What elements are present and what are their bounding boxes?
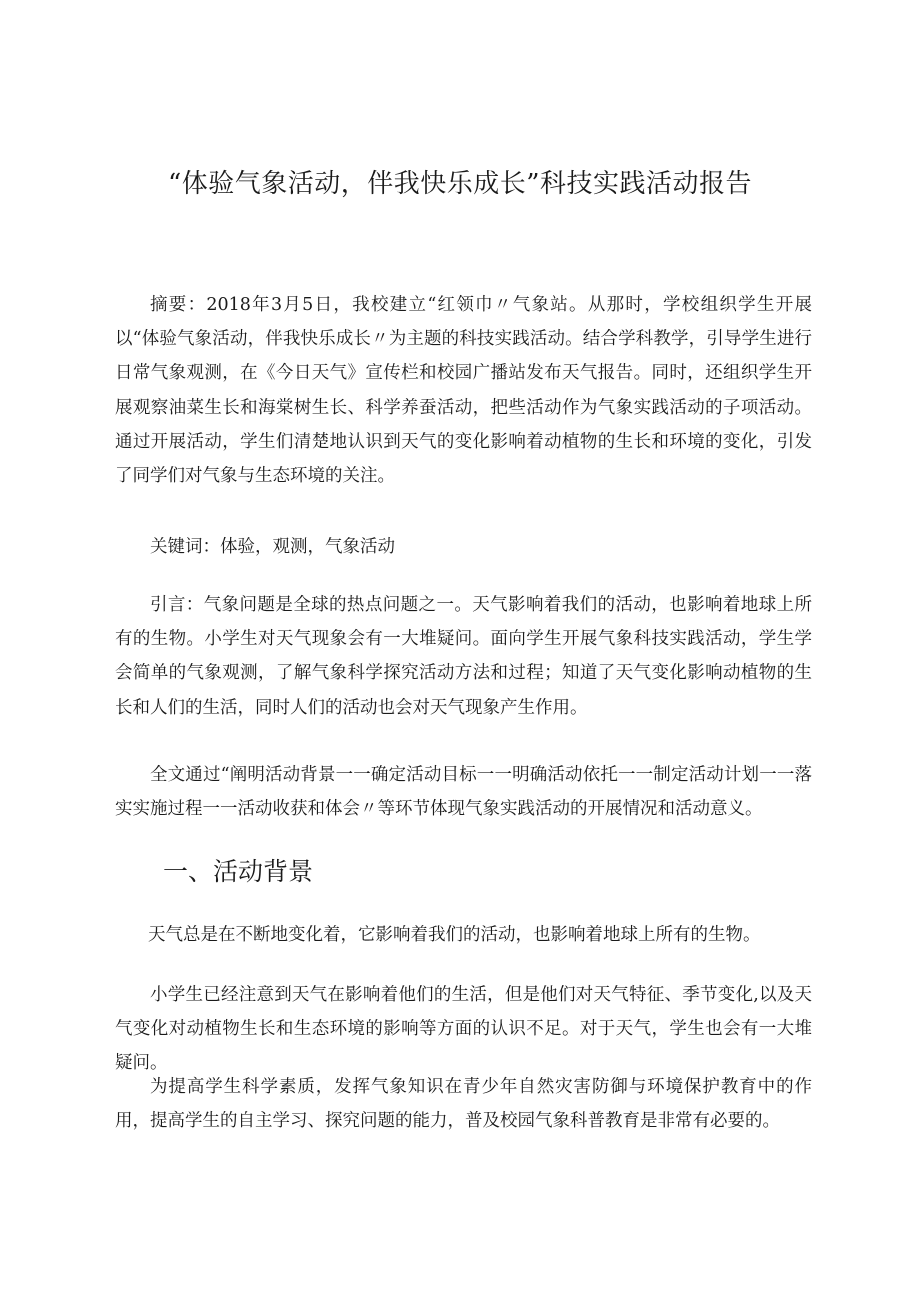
background-paragraph-3: 为提高学生科学素质，发挥气象知识在青少年自然灾害防御与环境保护教育中的作用，提高学生的自主学习、探究问题的能力，普及校园气象科普教育是非常有必要的。 — [115, 1077, 812, 1132]
document-title: “体验气象活动，伴我快乐成长”科技实践活动报告 — [167, 169, 753, 199]
overview-paragraph: 全文通过“阐明活动背景一一确定活动目标一一明确活动依托一一制定活动计划一一落实实施过程一一活动收获和体会〃等环节体现气象实践活动的开展情况和活动意义。 — [115, 765, 812, 820]
abstract-paragraph: 摘要：2018年3月5日，我校建立“红领巾〃气象站。从那时，学校组织学生开展以“体验气象活动，伴我快乐成长〃为主题的科技实践活动。结合学科教学，引导学生进行日常气象观测，在《今日天气》宣传栏和校园广播站发布天气报告。同时，还组织学生开展观察油菜生长和海棠树生长、科学养蚕活动，把些活动作为气象实践活动的子项活动。通过开展活动，学生们清楚地认识到天气的变化影响着动植物的生长和环境的变化，引发了同学们对气象与生态环境的关注。 — [115, 295, 812, 487]
section-heading-background: 一、活动背景 — [163, 857, 314, 886]
keywords-paragraph: 关键词：体验，观测，气象活动 — [150, 537, 395, 557]
background-paragraph-2: 小学生已经注意到天气在影响着他们的生活，但是他们对天气特征、季节变化,以及天气变化对动植物生长和生态环境的影响等方面的认识不足。对于天气，学生也会有一大堆疑问。 — [115, 985, 812, 1074]
background-paragraph-1: 天气总是在不断地变化着，它影响着我们的活动，也影响着地球上所有的生物。 — [148, 925, 761, 945]
intro-paragraph: 引言：气象问题是全球的热点问题之一。天气影响着我们的活动，也影响着地球上所有的生物。小学生对天气现象会有一大堆疑问。面向学生开展气象科技实践活动，学生学会简单的气象观测，了解气象科学探究活动方法和过程；知道了天气变化影响动植物的生长和人们的生活，同时人们的活动也会对天气现象产生作用。 — [115, 595, 812, 718]
